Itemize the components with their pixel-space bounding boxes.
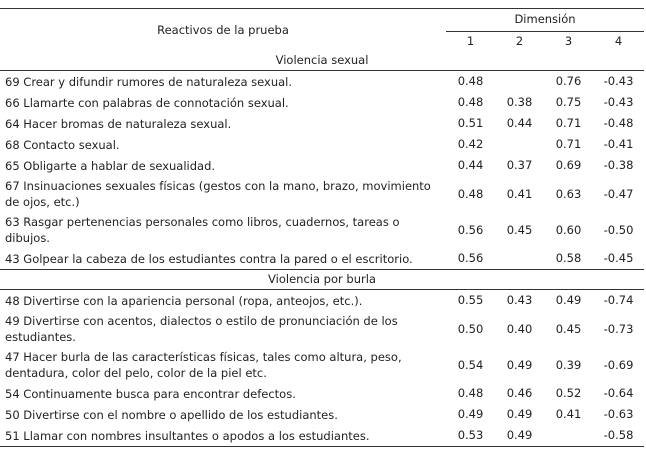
table-row: [0, 134, 644, 155]
loading-value: -0.64: [603, 386, 634, 400]
section-header-row: [0, 51, 644, 71]
loading-value: -0.58: [593, 425, 644, 447]
table-row: [0, 248, 644, 270]
loading-value: 0.38: [506, 95, 533, 109]
loading-value: 0.44: [457, 158, 484, 172]
item-text: 69 Crear y difundir rumores de naturaleza sexual.: [5, 74, 293, 89]
loading-value: 0.48: [457, 386, 484, 400]
item-text: 50 Divertirse con el nombre o apellido de los estudiantes.: [5, 407, 338, 422]
table-row: [0, 155, 644, 176]
item-text: 51 Llamar con nombres insultantes o apodos a los estudiantes.: [0, 425, 446, 447]
loading-value: 0.41: [506, 186, 533, 201]
item-text: 54 Continuamente busca para encontrar defectos.: [5, 386, 296, 401]
loading-value: 0.39: [555, 357, 582, 372]
loading-value: -0.50: [603, 222, 634, 237]
table-row: [0, 71, 644, 93]
loading-value: -0.43: [603, 74, 634, 88]
loading-value: -0.47: [603, 186, 634, 201]
loading-value: 0.40: [506, 321, 533, 336]
loading-value: 0.69: [555, 158, 582, 172]
loading-value: 0.49: [495, 425, 544, 447]
loading-value: 0.48: [457, 95, 484, 109]
loading-value: 0.51: [457, 116, 484, 130]
loading-value: 0.49: [555, 293, 582, 307]
loading-value: 0.56: [457, 251, 484, 265]
loading-value: 0.46: [506, 386, 533, 400]
loading-value: 0.54: [457, 357, 484, 372]
loading-value: 0.56: [457, 222, 484, 237]
table-row: [0, 212, 644, 248]
loading-value: 0.43: [506, 293, 533, 307]
loading-value: 0.45: [506, 222, 533, 237]
loading-value: 0.49: [457, 407, 484, 421]
factor-loadings-table: [0, 8, 644, 447]
item-text: 66 Llamarte con palabras de connotación sexual.: [5, 95, 289, 110]
item-text: 47 Hacer burla de las características físicas, tales como altura, peso, dentadura, color del pelo, color de la piel etc.: [5, 350, 402, 380]
loading-value: 0.60: [555, 222, 582, 237]
item-text: 48 Divertirse con la apariencia personal (ropa, anteojos, etc.).: [5, 293, 363, 308]
loading-value: 0.52: [555, 386, 582, 400]
loading-value: 0.71: [555, 137, 582, 151]
loading-value: 0.49: [506, 407, 533, 421]
table-row: [0, 311, 644, 347]
column-header-items: Reactivos de la prueba: [0, 9, 446, 52]
dimension-number: 1: [466, 33, 475, 48]
loading-value: 0.53: [446, 425, 495, 447]
loading-value: -0.38: [603, 158, 634, 172]
item-text: 65 Obligarte a hablar de sexualidad.: [5, 158, 216, 173]
table-row: [0, 113, 644, 134]
loading-value: 0.44: [506, 116, 533, 130]
table-row: [0, 92, 644, 113]
loading-value: 0.75: [555, 95, 582, 109]
loading-value: 0.50: [457, 321, 484, 336]
item-text: 68 Contacto sexual.: [5, 137, 120, 152]
loading-value: [495, 248, 544, 270]
item-text: 49 Divertirse con acentos, dialectos o estilo de pronunciación de los estudiantes.: [5, 314, 398, 344]
table-row: [0, 176, 644, 212]
loading-value: 0.76: [555, 74, 582, 88]
item-text: 64 Hacer bromas de naturaleza sexual.: [5, 116, 232, 131]
loading-value: 0.48: [457, 74, 484, 88]
loading-value: -0.73: [603, 321, 634, 336]
section-title: Violencia por burla: [0, 270, 644, 290]
loading-value: [495, 134, 544, 155]
loading-value: 0.49: [506, 357, 533, 372]
loading-value: [495, 71, 544, 93]
table-row: [0, 404, 644, 425]
loading-value: -0.69: [603, 357, 634, 372]
section-header-row: [0, 270, 644, 290]
loading-value: 0.71: [555, 116, 582, 130]
loading-value: -0.41: [603, 137, 634, 151]
loading-value: -0.74: [603, 293, 634, 307]
dimension-number: 3: [564, 33, 573, 48]
table-row: [0, 347, 644, 383]
loading-value: 0.41: [555, 407, 582, 421]
table-row: [0, 425, 644, 447]
table-row: [0, 290, 644, 312]
loading-value: [544, 425, 593, 447]
loading-value: 0.58: [555, 251, 582, 265]
column-header-dimension: Dimensión: [446, 9, 644, 32]
loading-value: -0.45: [603, 251, 634, 265]
dimension-number: 2: [515, 33, 524, 48]
item-text: 67 Insinuaciones sexuales físicas (gestos con la mano, brazo, movimiento de ojos, etc.): [5, 179, 431, 209]
section-title: Violencia sexual: [0, 51, 644, 71]
loading-value: -0.63: [603, 407, 634, 421]
loading-value: 0.63: [555, 186, 582, 201]
loading-value: -0.48: [603, 116, 634, 130]
dimension-number: 4: [614, 33, 623, 48]
table-row: [0, 383, 644, 404]
loading-value: 0.55: [457, 293, 484, 307]
loading-value: -0.43: [603, 95, 634, 109]
item-text: 63 Rasgar pertenencias personales como libros, cuadernos, tareas o dibujos.: [5, 215, 400, 245]
loading-value: 0.48: [457, 186, 484, 201]
loading-value: 0.37: [506, 158, 533, 172]
loading-value: 0.42: [457, 137, 484, 151]
loading-value: 0.45: [555, 321, 582, 336]
item-text: 43 Golpear la cabeza de los estudiantes contra la pared o el escritorio.: [5, 251, 413, 266]
